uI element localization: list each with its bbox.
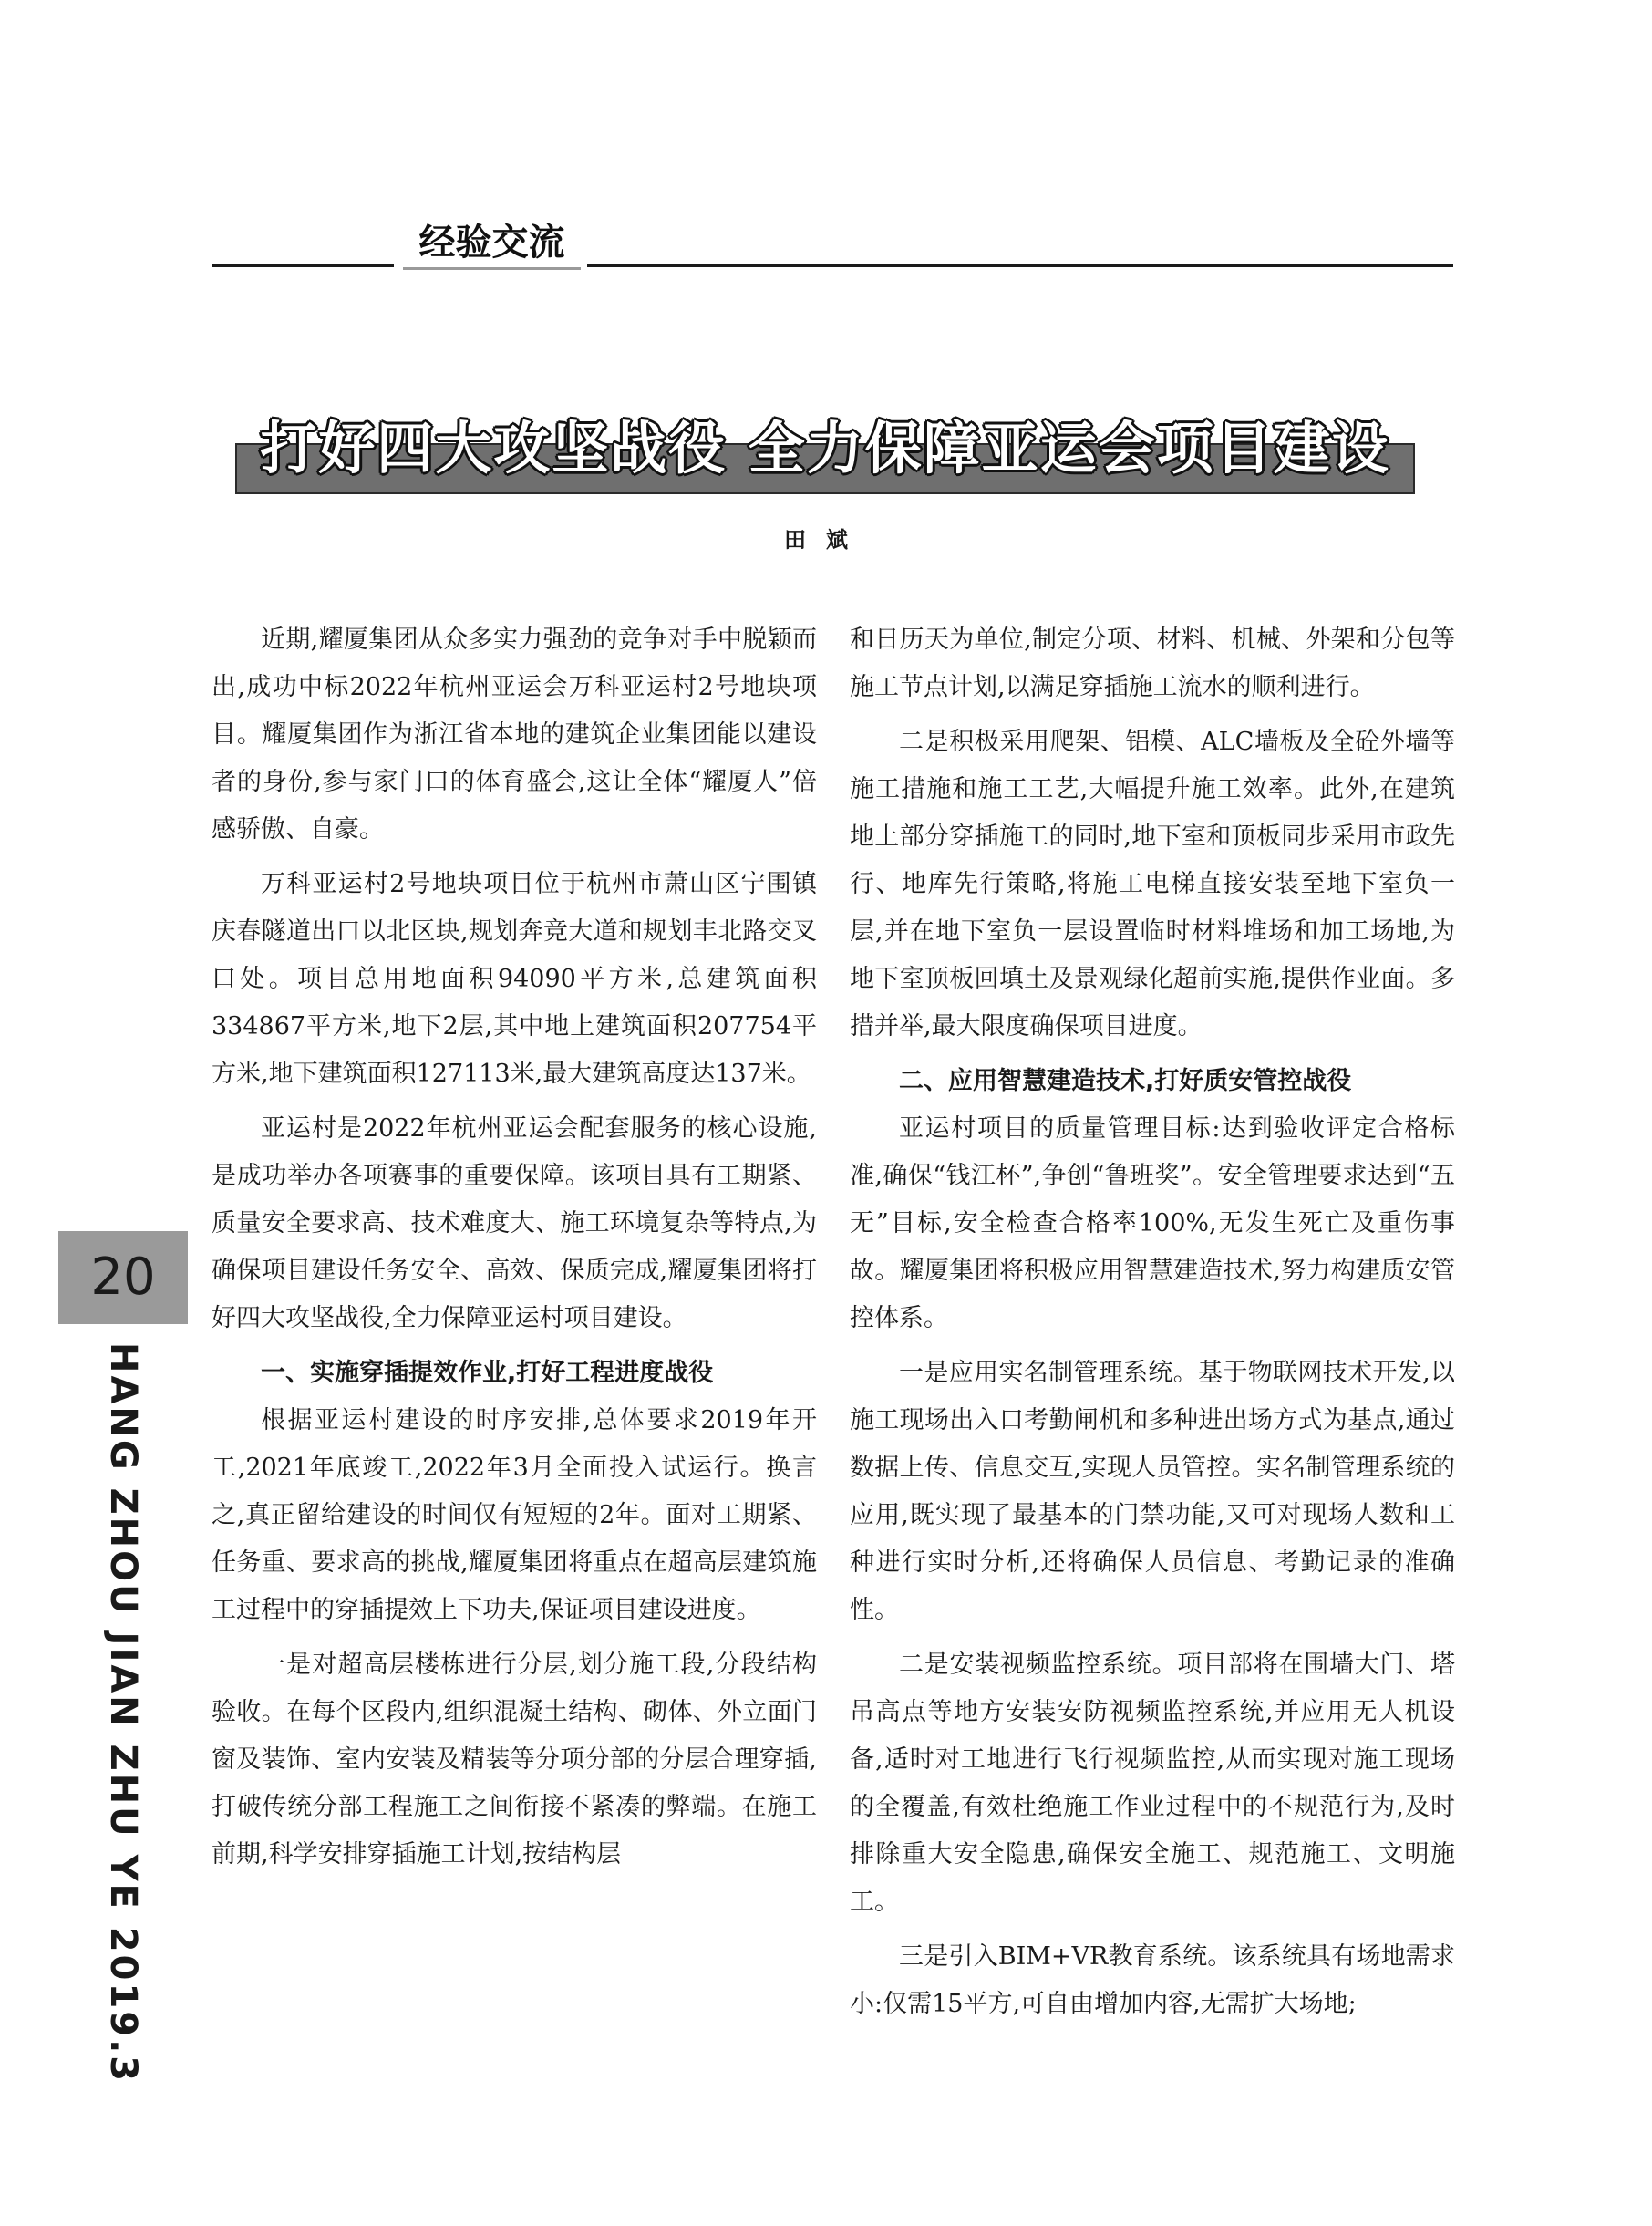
paragraph: 三是引入BIM+VR教育系统。该系统具有场地需求小:仅需15平方,可自由增加内容,无需扩大场地; xyxy=(850,1942,1455,2018)
paragraph: 近期,耀厦集团从众多实力强劲的竞争对手中脱颖而出,成功中标2022年杭州亚运会万科亚运村2号地块项目。耀厦集团作为浙江省本地的建筑企业集团能以建设者的身份,参与家门口的体育盛会,这让全体“耀厦人”倍感骄傲、自豪。 xyxy=(212,626,817,844)
paragraph: 亚运村是2022年杭州亚运会配套服务的核心设施,是成功举办各项赛事的重要保障。该项目具有工期紧、质量安全要求高、技术难度大、施工环境复杂等特点,为确保项目建设任务安全、高效、保质完成,耀厦集团将打好四大攻坚战役,全力保障亚运村项目建设。 xyxy=(212,1114,817,1332)
header-rule-left xyxy=(212,264,394,267)
paragraph: 一是对超高层楼栋进行分层,划分施工段,分段结构验收。在每个区段内,组织混凝土结构、砌体、外立面门窗及装饰、室内安装及精装等分项分部的分层合理穿插,打破传统分部工程施工之间衔接不紧凑的弊端。在施工前期,科学安排穿插施工计划,按结构层 xyxy=(212,1651,817,1869)
paragraph: 亚运村项目的质量管理目标:达到验收评定合格标准,确保“钱江杯”,争创“鲁班奖”。安全管理要求达到“五无”目标,安全检查合格率100%,无发生死亡及重伤事故。耀厦集团将积极应用智慧建造技术,努力构建质安管控体系。 xyxy=(850,1114,1455,1332)
article-author: 田斌 xyxy=(784,527,868,553)
paragraph: 二是安装视频监控系统。项目部将在围墙大门、塔吊高点等地方安装安防视频监控系统,并应用无人机设备,适时对工地进行飞行视频监控,从而实现对施工现场的全覆盖,有效杜绝施工作业过程中的不规范行为,及时排除重大安全隐患,确保安全施工、规范施工、文明施工。 xyxy=(850,1651,1455,1916)
right-column xyxy=(850,616,1455,2035)
header-rule-right xyxy=(587,264,1453,267)
paragraph: 和日历天为单位,制定分项、材料、机械、外架和分包等施工节点计划,以满足穿插施工流水的顺利进行。 xyxy=(850,626,1455,701)
article-title: 打好四大攻坚战役 全力保障亚运会项目建设 xyxy=(260,415,1390,481)
paragraph: 根据亚运村建设的时序安排,总体要求2019年开工,2021年底竣工,2022年3月全面投入试运行。换言之,真正留给建设的时间仅有短短的2年。面对工期紧、任务重、要求高的挑战,耀厦集团将重点在超高层建筑施工过程中的穿插提效上下功夫,保证项目建设进度。 xyxy=(212,1406,817,1624)
section-heading: 二、应用智慧建造技术,打好质安管控战役 xyxy=(899,1067,1352,1095)
paragraph: 万科亚运村2号地块项目位于杭州市萧山区宁围镇庆春隧道出口以北区块,规划奔竞大道和规划丰北路交叉口处。项目总用地面积94090平方米,总建筑面积334867平方米,地下2层,其中地上建筑面积207754平方米,地下建筑面积127113米,最大建筑高度达137米。 xyxy=(212,870,817,1088)
paragraph: 二是积极采用爬架、铝模、ALC墙板及全砼外墙等施工措施和施工工艺,大幅提升施工效率。此外,在建筑地上部分穿插施工的同时,地下室和顶板同步采用市政先行、地库先行策略,将施工电梯直接安装至地下室负一层,并在地下室负一层设置临时材料堆场和加工场地,为地下室顶板回填土及景观绿化超前实施,提供作业面。多措并举,最大限度确保项目进度。 xyxy=(850,728,1455,1041)
section-heading: 一、实施穿插提效作业,打好工程进度战役 xyxy=(261,1359,714,1387)
paragraph: 一是应用实名制管理系统。基于物联网技术开发,以施工现场出入口考勤闸机和多种进出场方式为基点,通过数据上传、信息交互,实现人员管控。实名制管理系统的应用,既实现了最基本的门禁功能,又可对现场人数和工种进行实时分析,还将确保人员信息、考勤记录的准确性。 xyxy=(850,1359,1455,1624)
section-label: 经验交流 xyxy=(403,215,581,270)
left-column xyxy=(212,616,817,1886)
journal-name: HANG ZHOU JIAN ZHU YE 2019.3 xyxy=(102,1342,144,2085)
page-number: 20 xyxy=(58,1231,188,1324)
section-header xyxy=(212,215,1453,270)
